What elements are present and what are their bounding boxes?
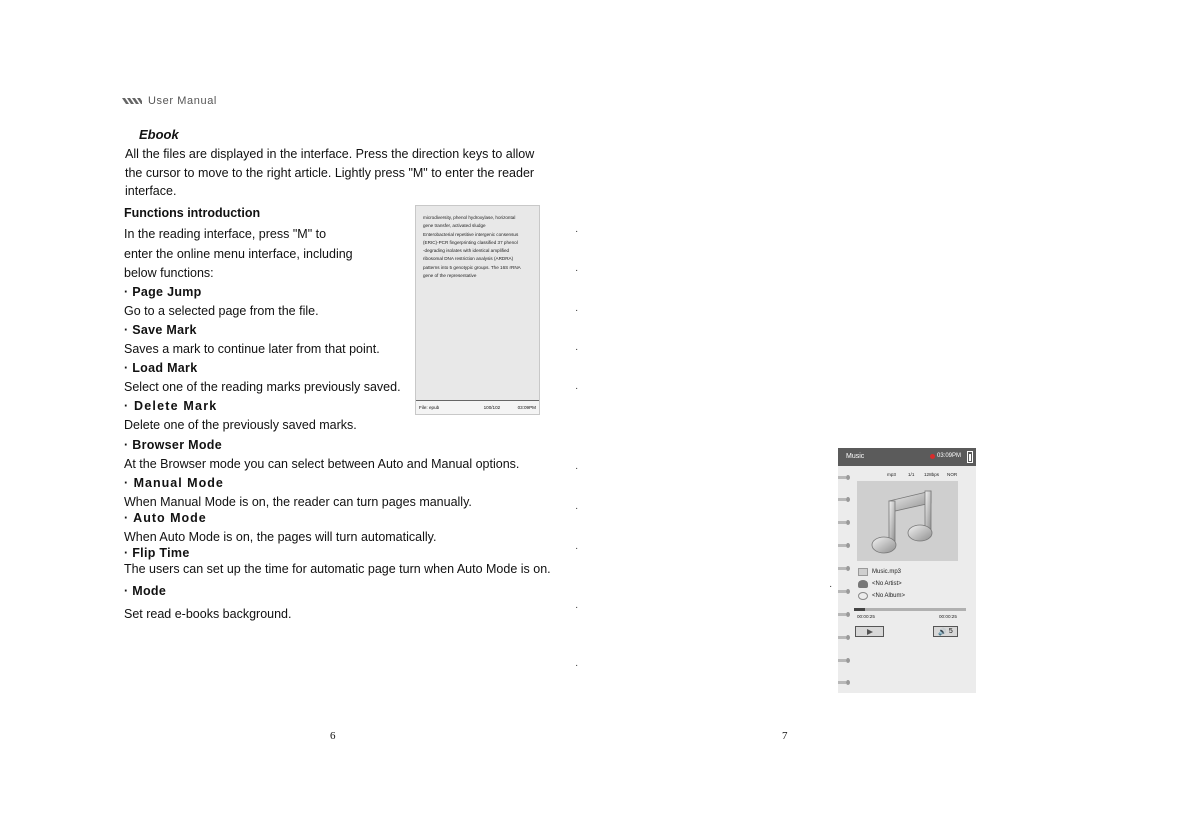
side-arrow-icon	[838, 497, 850, 502]
bullet-dot: ·	[575, 226, 579, 237]
function-title: · Browser Mode	[124, 438, 222, 452]
music-track-index: 1/1	[908, 472, 915, 477]
ebook-status-bar	[416, 400, 539, 414]
functions-line: below functions:	[124, 266, 214, 280]
side-arrow-icon	[838, 612, 850, 617]
function-load-mark	[124, 359, 401, 397]
play-button[interactable]	[855, 626, 884, 637]
ebook-text-line: patterns into 5 genotypic groups. The 16S rRNA	[423, 264, 521, 270]
album-art	[857, 481, 958, 561]
album-disc-icon	[858, 592, 868, 600]
ebook-text-line: ribosomal DNA restriction analysis (ARDRA)	[423, 256, 514, 262]
music-song-row	[858, 568, 901, 576]
music-title: Music	[846, 453, 865, 460]
side-arrow-icon	[838, 589, 850, 594]
ebook-text-line: -degrading isolates with identical amplified	[423, 248, 510, 254]
ebook-page-counter: 100/102	[483, 405, 501, 410]
ebook-file-name: File: epub	[419, 405, 440, 410]
bullet-dot: ·	[575, 463, 579, 474]
ebook-text-line: gene of the representative	[423, 273, 477, 279]
function-title: · Load Mark	[124, 361, 198, 375]
functions-intro	[124, 225, 364, 284]
side-arrow-icon	[838, 475, 850, 480]
function-description: The users can set up the time for automatic page turn when Auto Mode is on.	[124, 562, 551, 576]
header-title: User Manual	[148, 95, 217, 107]
music-note-icon	[857, 481, 958, 561]
function-title: · Flip Time	[124, 546, 190, 560]
ebook-page-text	[423, 214, 537, 280]
bullet-dot: ·	[575, 602, 579, 613]
bullet-dot: ·	[575, 543, 579, 554]
function-description: Go to a selected page from the file.	[124, 304, 319, 318]
bullet-dot: ·	[575, 344, 579, 355]
side-arrow-icon	[838, 658, 850, 663]
function-description: Select one of the reading marks previously saved.	[124, 380, 401, 394]
functions-line: enter the online menu interface, including	[124, 246, 353, 261]
stripes-logo-icon	[122, 98, 142, 104]
bullet-dot: ·	[575, 265, 579, 276]
function-description: At the Browser mode you can select between Auto and Manual options.	[124, 457, 520, 471]
music-progress-bar[interactable]	[854, 608, 966, 611]
bullet-dot: ·	[575, 383, 579, 394]
speaker-icon: 🔊	[938, 628, 947, 636]
functions-line: In the reading interface, press "M" to	[124, 227, 327, 241]
function-delete-mark	[124, 397, 357, 435]
music-progress-fill	[854, 608, 865, 611]
function-title: · Delete Mark	[124, 399, 218, 413]
intro-line: interface.	[125, 184, 177, 198]
bullet-dot: ·	[575, 305, 579, 316]
music-total-time: 00:00:25	[939, 614, 957, 619]
side-arrow-icon	[838, 566, 850, 571]
ebook-text-line: gene transfer, activated sludge	[423, 223, 486, 229]
ebook-text-line: microdiversity, phenol hydroxylase, horizontal	[423, 215, 516, 220]
function-manual-mode	[124, 474, 472, 512]
side-arrow-icon	[838, 520, 850, 525]
music-artist-row	[858, 580, 902, 588]
functions-heading: Functions introduction	[124, 206, 261, 220]
music-note-icon	[858, 568, 868, 576]
ebook-clock: 03:09PM	[517, 405, 536, 410]
side-arrow-icon	[838, 543, 850, 548]
manual-header	[122, 95, 217, 107]
section-title: Ebook	[139, 127, 179, 142]
page-number-left: 6	[330, 730, 336, 742]
ebook-text-line: (ERIC)-PCR fingerprinting classified 37 phenol	[423, 239, 518, 245]
function-browser-mode	[124, 436, 519, 474]
function-mode	[124, 582, 291, 624]
bullet-dot: ·	[829, 581, 833, 592]
volume-level: 5	[948, 628, 953, 635]
function-description: Delete one of the previously saved marks.	[124, 418, 357, 432]
artist-icon	[858, 580, 868, 588]
music-clock	[930, 453, 961, 459]
music-album-row	[858, 592, 905, 600]
ebook-reader-screen	[415, 205, 540, 415]
music-album-name: <No Album>	[872, 593, 906, 599]
music-play-mode: NOR	[947, 472, 958, 477]
function-title: · Save Mark	[124, 323, 197, 337]
function-page-jump	[124, 283, 319, 321]
function-title: · Auto Mode	[124, 511, 207, 525]
function-description: When Auto Mode is on, the pages will turn automatically.	[124, 530, 437, 544]
page-number-right: 7	[782, 730, 788, 742]
function-description: When Manual Mode is on, the reader can turn pages manually.	[124, 495, 472, 509]
intro-line: the cursor to move to the right article. Lightly press "M" to enter the reader	[125, 165, 535, 180]
music-artist-name: <No Artist>	[872, 581, 902, 587]
music-elapsed-time: 00:00:25	[857, 614, 875, 619]
side-arrow-icon	[838, 680, 850, 685]
music-format: mp3	[887, 472, 896, 477]
battery-icon	[967, 451, 973, 463]
function-title: · Mode	[124, 584, 167, 598]
bullet-dot: ·	[575, 660, 579, 671]
function-title: · Manual Mode	[124, 476, 224, 490]
function-auto-mode	[124, 509, 436, 547]
intro-paragraph	[125, 145, 565, 201]
function-description: Saves a mark to continue later from that point.	[124, 342, 380, 356]
side-arrow-icon	[838, 635, 850, 640]
music-title-bar	[838, 448, 976, 466]
intro-line: All the files are displayed in the interface. Press the direction keys to allow	[125, 147, 535, 161]
function-description: Set read e-books background.	[124, 607, 292, 621]
music-song-name: Music.mp3	[872, 569, 902, 575]
music-bitrate: 128bps	[924, 472, 940, 477]
ebook-text-line: Enterobacterial repetitive intergenic consensus	[423, 231, 519, 237]
bullet-dot: ·	[575, 503, 579, 514]
alarm-clock-icon	[930, 454, 935, 459]
volume-control[interactable]	[933, 626, 958, 637]
function-title: · Page Jump	[124, 285, 202, 299]
music-clock-time: 03:09PM	[937, 453, 962, 459]
function-save-mark	[124, 321, 380, 359]
function-flip-time	[124, 544, 551, 576]
